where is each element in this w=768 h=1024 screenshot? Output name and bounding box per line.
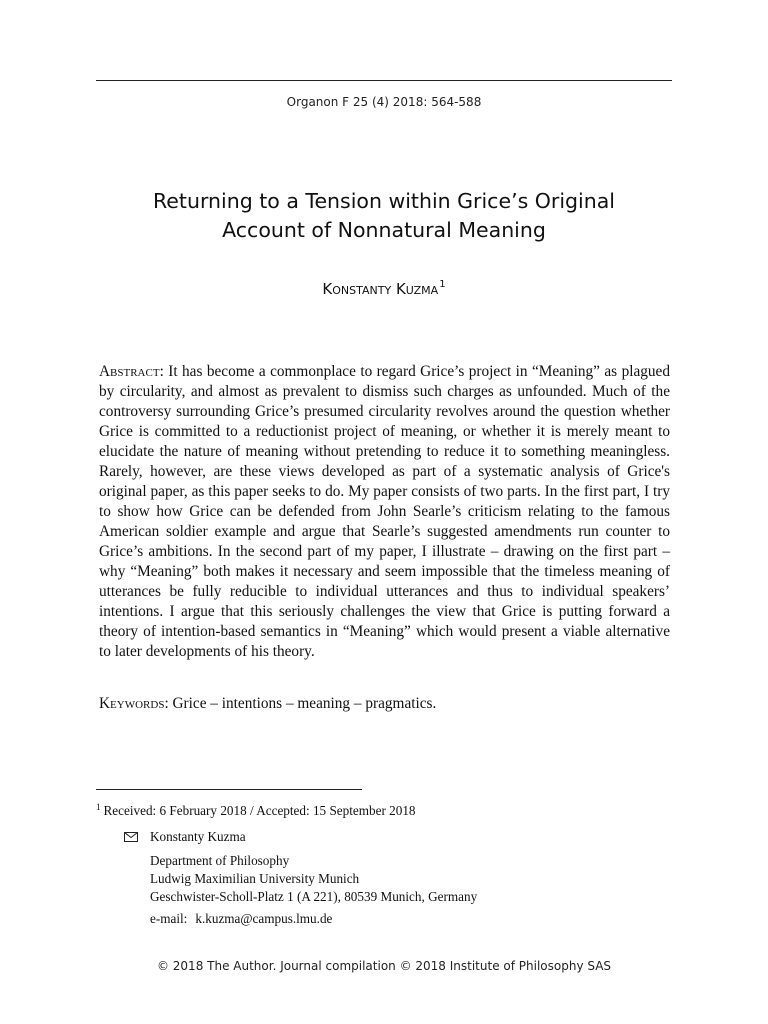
- abstract-text: : It has become a commonplace to regard Grice’s project in “Meaning” as plagued by circularity, and almost as prevalent to dismiss such charges as unfounded. Much of the controversy surrounding Grice’s presumed circularity revolves around the question whether Grice is committed to a reductionist project of meaning, or whether it is merely meant to elucidate the nature of meaning without pretending to reduce it to something meaningless. Rarely, however, are these views developed as part of a systematic analysis of Grice's original paper, as this paper seeks to do. My paper consists of two parts. In the first part, I try to show how Grice can be defended from John Searle’s criticism relating to the famous American soldier example and argue that Searle’s suggested amendments run counter to Grice’s ambitions. In the second part of my paper, I illustrate – drawing on the first part – why “Meaning” both makes it necessary and seem impossible that the timeless meaning of utterances be fully reducible to individual utterances and thus to individual speakers’ intentions. I argue that this seriously challenges the view that Grice is putting forward a theory of intention-based semantics in “Meaning” which would present a viable alternative to later developments of his theory.: [99, 363, 670, 660]
- author-line: [0, 279, 768, 298]
- keywords-text: : Grice – intentions – meaning – pragmatics.: [164, 695, 437, 712]
- address-line: Department of Philosophy: [150, 853, 290, 868]
- address-line: Ludwig Maximilian University Munich: [150, 871, 360, 886]
- email-address[interactable]: k.kuzma@campus.lmu.de: [195, 911, 333, 926]
- author-name: Konstanty Kuzma: [322, 280, 439, 298]
- copyright-footer: © 2018 The Author. Journal compilation © 2018 Institute of Philosophy SAS: [156, 959, 612, 973]
- email-label: e-mail:: [150, 911, 188, 926]
- title-line-2: Account of Nonnatural Meaning: [222, 218, 546, 242]
- title-line-1: Returning to a Tension within Grice’s Original: [152, 189, 615, 213]
- author-contact: [124, 828, 672, 928]
- contact-name-row: [124, 828, 672, 846]
- article-title: [96, 187, 672, 245]
- abstract-label: Abstract: [99, 363, 160, 380]
- keywords-label: Keywords: [99, 695, 165, 712]
- envelope-icon: [124, 832, 138, 842]
- footnote: [96, 799, 672, 819]
- contact-email-row: [150, 910, 672, 928]
- keywords: [99, 694, 670, 714]
- footnote-rule: [96, 789, 362, 790]
- abstract: [99, 362, 670, 662]
- header-rule: [96, 80, 672, 81]
- contact-address: [150, 852, 672, 906]
- contact-name: Konstanty Kuzma: [150, 829, 246, 844]
- footnote-mark: 1: [96, 802, 101, 812]
- footnote-text: Received: 6 February 2018 / Accepted: 15 September 2018: [103, 803, 416, 818]
- address-line: Geschwister-Scholl-Platz 1 (A 221), 80539 Munich, Germany: [150, 889, 478, 904]
- journal-reference: Organon F 25 (4) 2018: 564-588: [286, 95, 482, 109]
- author-footnote-mark[interactable]: 1: [439, 279, 446, 290]
